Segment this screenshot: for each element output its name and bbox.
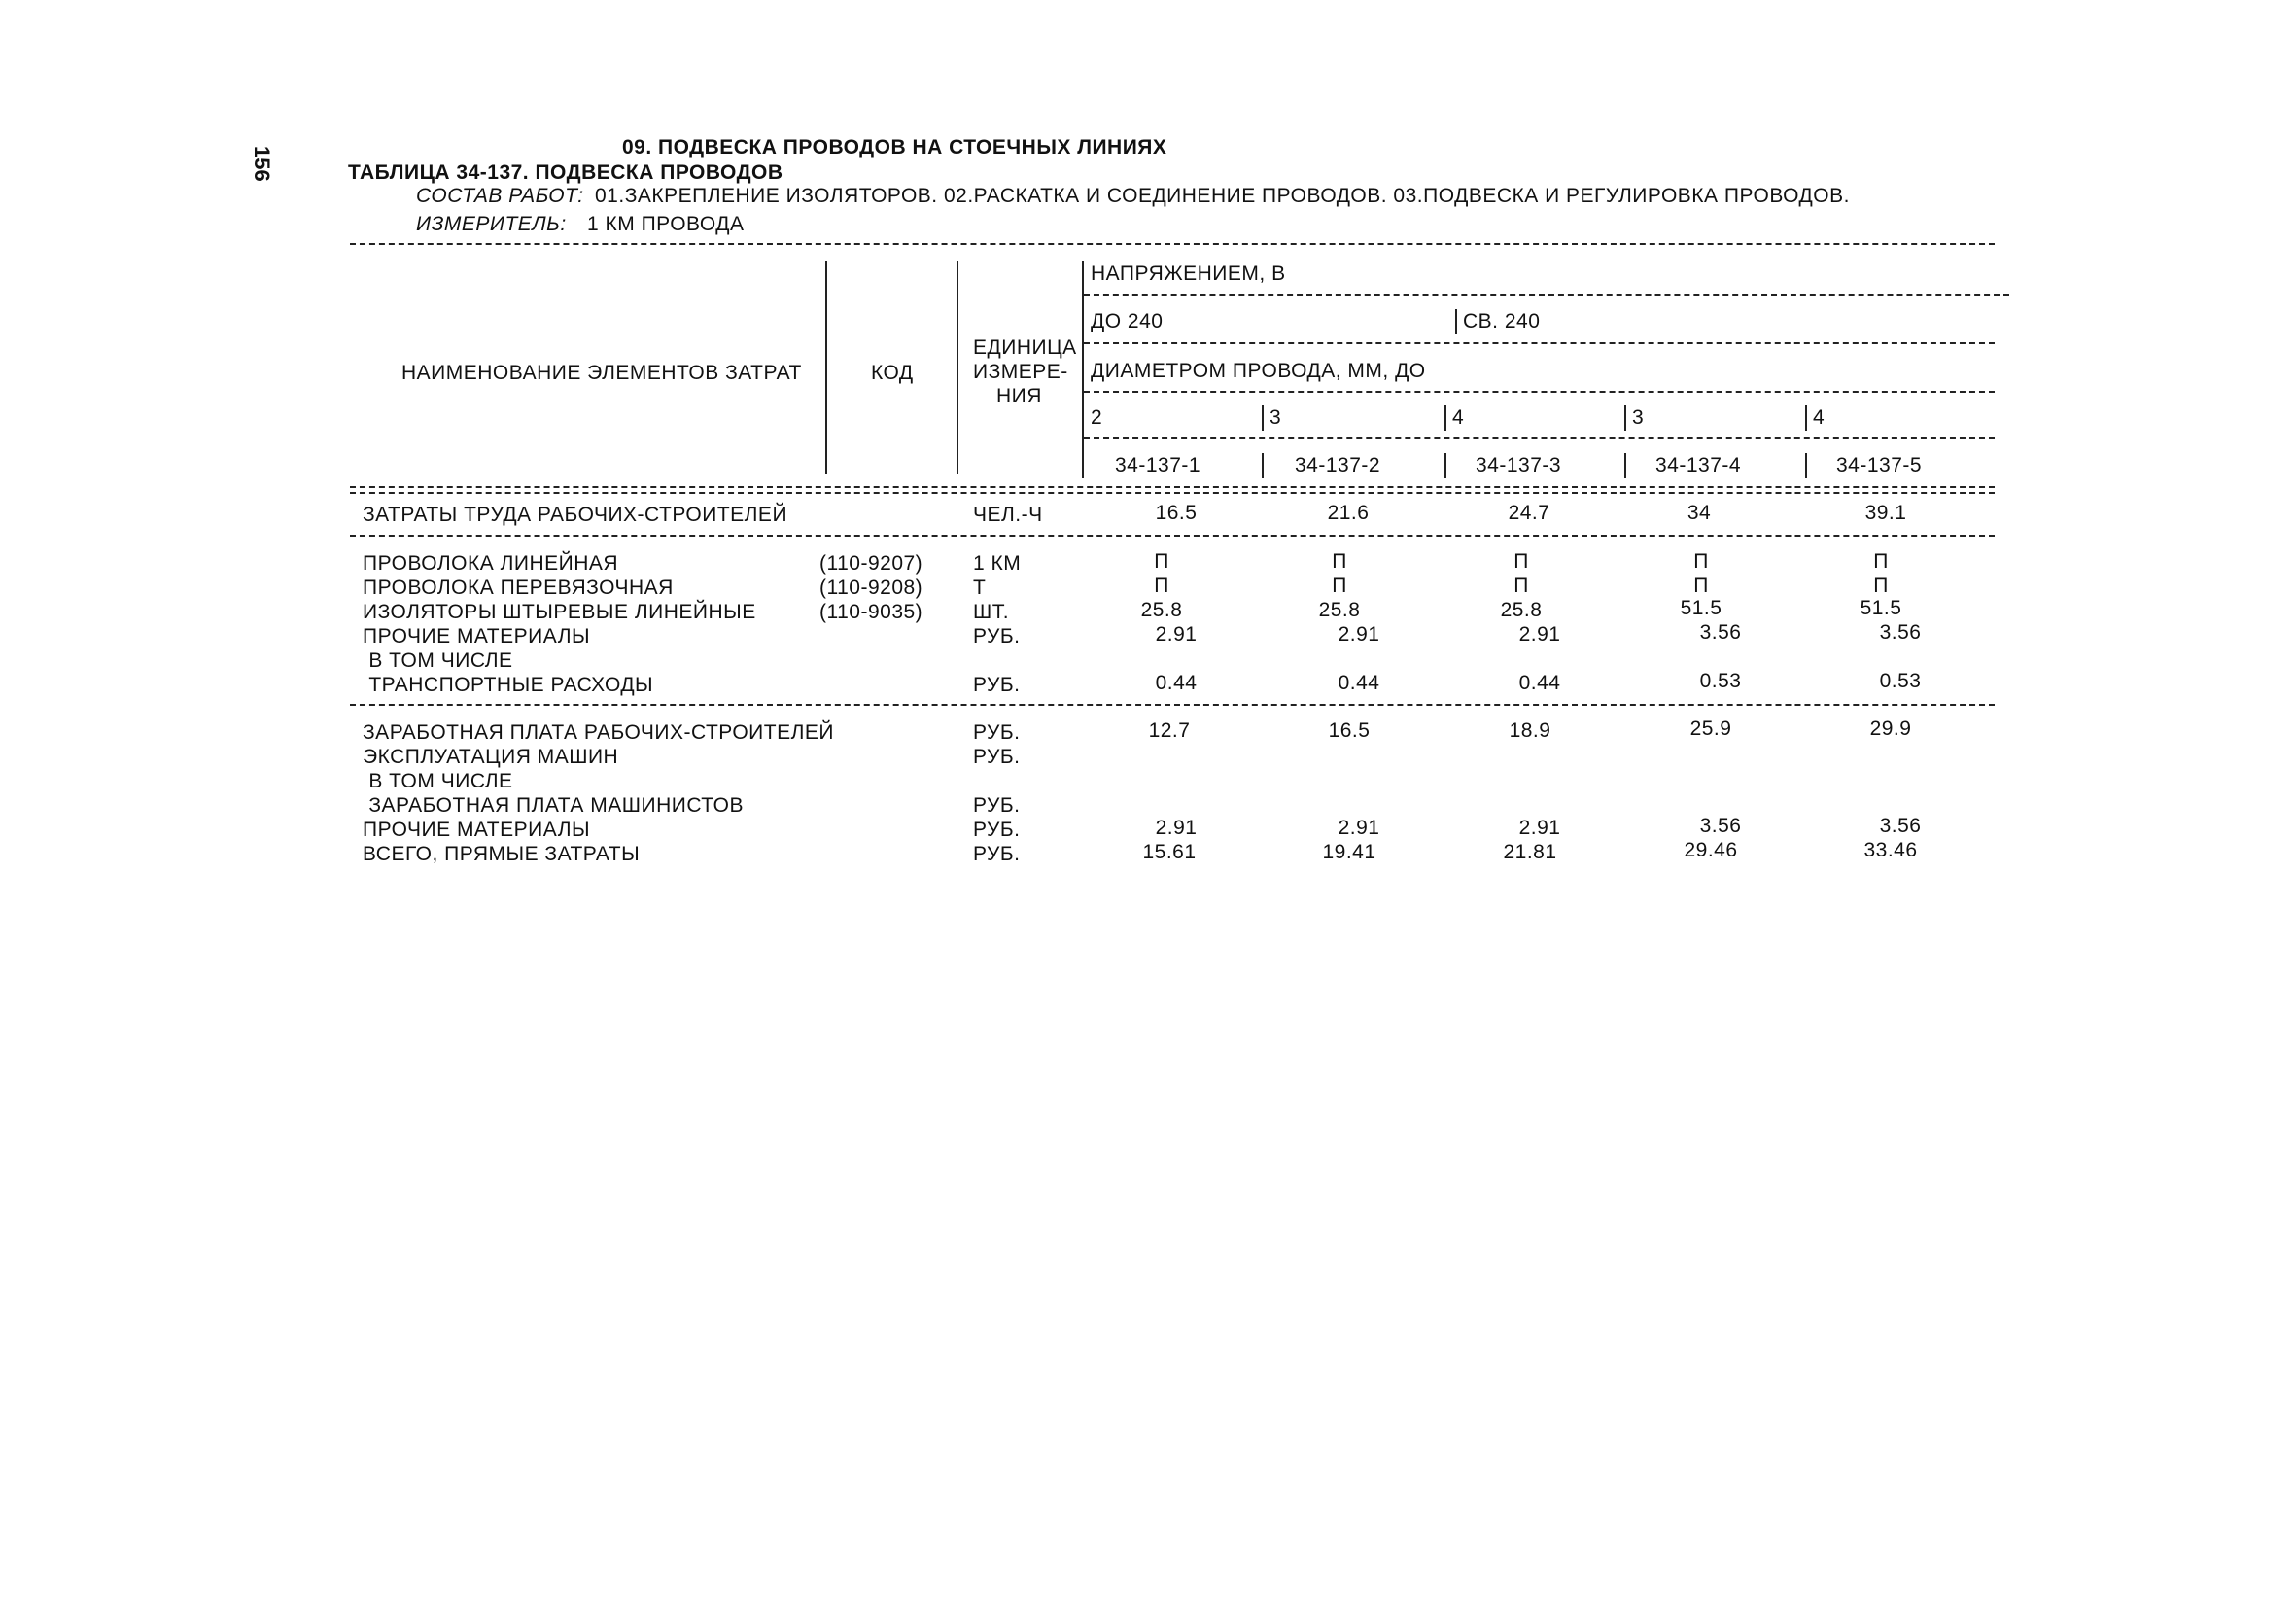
material-unit: ШТ. — [973, 601, 1010, 623]
material-unit: РУБ. — [973, 674, 1021, 696]
header-top-rule — [350, 243, 1995, 245]
material-code: (110-9207) — [819, 552, 923, 575]
material-value: 2.91 — [1155, 623, 1198, 646]
material-value: П — [1513, 550, 1529, 573]
header-separator — [1082, 261, 1084, 474]
material-value: П — [1873, 550, 1889, 573]
column-code: 34-137-5 — [1836, 454, 1923, 476]
material-value: П — [1332, 550, 1347, 573]
cost-name: В ТОМ ЧИСЛЕ — [363, 770, 513, 792]
material-value: 0.44 — [1155, 672, 1198, 694]
header-diameter-value: 3 — [1632, 406, 1645, 429]
header-up-to: ДО 240 — [1091, 310, 1164, 332]
labor-name: ЗАТРАТЫ ТРУДА РАБОЧИХ-СТРОИТЕЛЕЙ — [363, 504, 788, 526]
cost-unit: РУБ. — [973, 794, 1021, 817]
material-value: П — [1693, 550, 1709, 573]
header-rule — [1084, 294, 2009, 296]
header-separator — [1262, 453, 1264, 478]
material-value: 3.56 — [1879, 621, 1922, 644]
material-unit: РУБ. — [973, 625, 1021, 647]
material-name: ПРОВОЛОКА ПЕРЕВЯЗОЧНАЯ — [363, 577, 674, 599]
header-diameter-value: 2 — [1091, 406, 1103, 429]
material-value: П — [1693, 575, 1709, 597]
header-separator — [1624, 405, 1626, 431]
header-separator — [1805, 453, 1807, 478]
material-value: П — [1154, 550, 1169, 573]
cost-value: 33.46 — [1863, 839, 1918, 861]
material-code: (110-9208) — [819, 577, 923, 599]
header-name: НАИМЕНОВАНИЕ ЭЛЕМЕНТОВ ЗАТРАТ — [401, 362, 802, 384]
material-name: ТРАНСПОРТНЫЕ РАСХОДЫ — [363, 674, 654, 696]
material-value: 51.5 — [1860, 597, 1902, 619]
column-code: 34-137-1 — [1115, 454, 1201, 476]
material-name: ПРОЧИЕ МАТЕРИАЛЫ — [363, 625, 591, 647]
material-value: П — [1513, 575, 1529, 597]
cost-name: ЗАРАБОТНАЯ ПЛАТА РАБОЧИХ-СТРОИТЕЛЕЙ — [363, 721, 834, 744]
labor-value: 24.7 — [1508, 502, 1550, 524]
material-value: 25.8 — [1500, 599, 1543, 621]
material-value: 0.53 — [1879, 670, 1922, 692]
cost-value: 19.41 — [1322, 841, 1376, 863]
cost-name: ВСЕГО, ПРЯМЫЕ ЗАТРАТЫ — [363, 843, 641, 865]
labor-value: 21.6 — [1327, 502, 1370, 524]
cost-value: 29.46 — [1684, 839, 1738, 861]
material-name: ПРОВОЛОКА ЛИНЕЙНАЯ — [363, 552, 619, 575]
header-separator — [957, 261, 958, 474]
header-separator — [1082, 453, 1084, 478]
header-separator — [1624, 453, 1626, 478]
composition-text: 01.ЗАКРЕПЛЕНИЕ ИЗОЛЯТОРОВ. 02.РАСКАТКА И СОЕДИНЕНИЕ ПРОВОДОВ. 03.ПОДВЕСКА И РЕГУЛИРОВКА ПРОВОДОВ. — [595, 185, 1850, 207]
header-bottom-rule — [350, 486, 1995, 488]
header-unit-line3: НИЯ — [996, 385, 1042, 407]
header-unit-line2: ИЗМЕРЕ- — [973, 361, 1068, 383]
section-rule — [350, 704, 1995, 706]
labor-value: 16.5 — [1155, 502, 1198, 524]
cost-value: 18.9 — [1509, 719, 1551, 742]
labor-value: 39.1 — [1864, 502, 1907, 524]
header-separator — [825, 261, 827, 474]
section-title: 09. ПОДВЕСКА ПРОВОДОВ НА СТОЕЧНЫХ ЛИНИЯХ — [622, 136, 1167, 158]
cost-value: 15.61 — [1142, 841, 1197, 863]
material-value: 2.91 — [1518, 623, 1561, 646]
cost-value: 29.9 — [1869, 717, 1912, 740]
material-value: П — [1154, 575, 1169, 597]
column-code: 34-137-2 — [1295, 454, 1381, 476]
material-value: П — [1332, 575, 1347, 597]
header-separator — [1805, 405, 1807, 431]
header-code: КОД — [871, 362, 914, 384]
header-separator — [1262, 405, 1264, 431]
cost-value: 25.9 — [1689, 717, 1732, 740]
header-separator — [1444, 453, 1446, 478]
labor-value: 34 — [1687, 502, 1712, 524]
header-rule — [1084, 342, 1995, 344]
material-value: 51.5 — [1680, 597, 1722, 619]
cost-value: 21.81 — [1503, 841, 1557, 863]
material-name: В ТОМ ЧИСЛЕ — [363, 649, 513, 672]
material-value: 0.44 — [1518, 672, 1561, 694]
header-diameter-value: 3 — [1270, 406, 1282, 429]
material-unit: Т — [973, 577, 987, 599]
measure-label: ИЗМЕРИТЕЛЬ: — [416, 213, 567, 235]
measure-text: 1 КМ ПРОВОДА — [587, 213, 745, 235]
material-value: 0.44 — [1338, 672, 1380, 694]
header-separator — [1455, 309, 1457, 334]
material-value: 2.91 — [1338, 623, 1380, 646]
composition-label: СОСТАВ РАБОТ: — [416, 185, 584, 207]
column-code: 34-137-4 — [1655, 454, 1742, 476]
material-unit: 1 КМ — [973, 552, 1022, 575]
header-unit-line1: ЕДИНИЦА — [973, 336, 1077, 359]
header-bottom-rule — [350, 492, 1995, 494]
cost-value: 2.91 — [1338, 817, 1380, 839]
header-over: СВ. 240 — [1463, 310, 1541, 332]
header-diameter-value: 4 — [1452, 406, 1465, 429]
material-value: П — [1873, 575, 1889, 597]
header-diameter-value: 4 — [1813, 406, 1826, 429]
cost-value: 12.7 — [1148, 719, 1191, 742]
material-value: 0.53 — [1699, 670, 1742, 692]
header-separator — [1444, 405, 1446, 431]
cost-unit: РУБ. — [973, 746, 1021, 768]
cost-unit: РУБ. — [973, 843, 1021, 865]
cost-name: ЗАРАБОТНАЯ ПЛАТА МАШИНИСТОВ — [363, 794, 745, 817]
material-value: 25.8 — [1318, 599, 1361, 621]
column-code: 34-137-3 — [1476, 454, 1562, 476]
header-rule — [1084, 437, 1995, 439]
header-voltage: НАПРЯЖЕНИЕМ, В — [1091, 262, 1286, 285]
cost-name: ПРОЧИЕ МАТЕРИАЛЫ — [363, 819, 591, 841]
cost-unit: РУБ. — [973, 721, 1021, 744]
material-name: ИЗОЛЯТОРЫ ШТЫРЕВЫЕ ЛИНЕЙНЫЕ — [363, 601, 756, 623]
cost-value: 3.56 — [1879, 815, 1922, 837]
cost-value: 2.91 — [1518, 817, 1561, 839]
table-title: ТАБЛИЦА 34-137. ПОДВЕСКА ПРОВОДОВ — [348, 161, 783, 184]
cost-value: 16.5 — [1328, 719, 1371, 742]
page-number: 156 — [250, 146, 274, 182]
material-code: (110-9035) — [819, 601, 923, 623]
cost-value: 3.56 — [1699, 815, 1742, 837]
header-rule — [1084, 391, 1995, 393]
cost-unit: РУБ. — [973, 819, 1021, 841]
header-diameter: ДИАМЕТРОМ ПРОВОДА, ММ, ДО — [1091, 360, 1426, 382]
section-rule — [350, 535, 1995, 537]
cost-value: 2.91 — [1155, 817, 1198, 839]
labor-unit: ЧЕЛ.-Ч — [973, 504, 1043, 526]
cost-name: ЭКСПЛУАТАЦИЯ МАШИН — [363, 746, 619, 768]
material-value: 25.8 — [1140, 599, 1183, 621]
material-value: 3.56 — [1699, 621, 1742, 644]
